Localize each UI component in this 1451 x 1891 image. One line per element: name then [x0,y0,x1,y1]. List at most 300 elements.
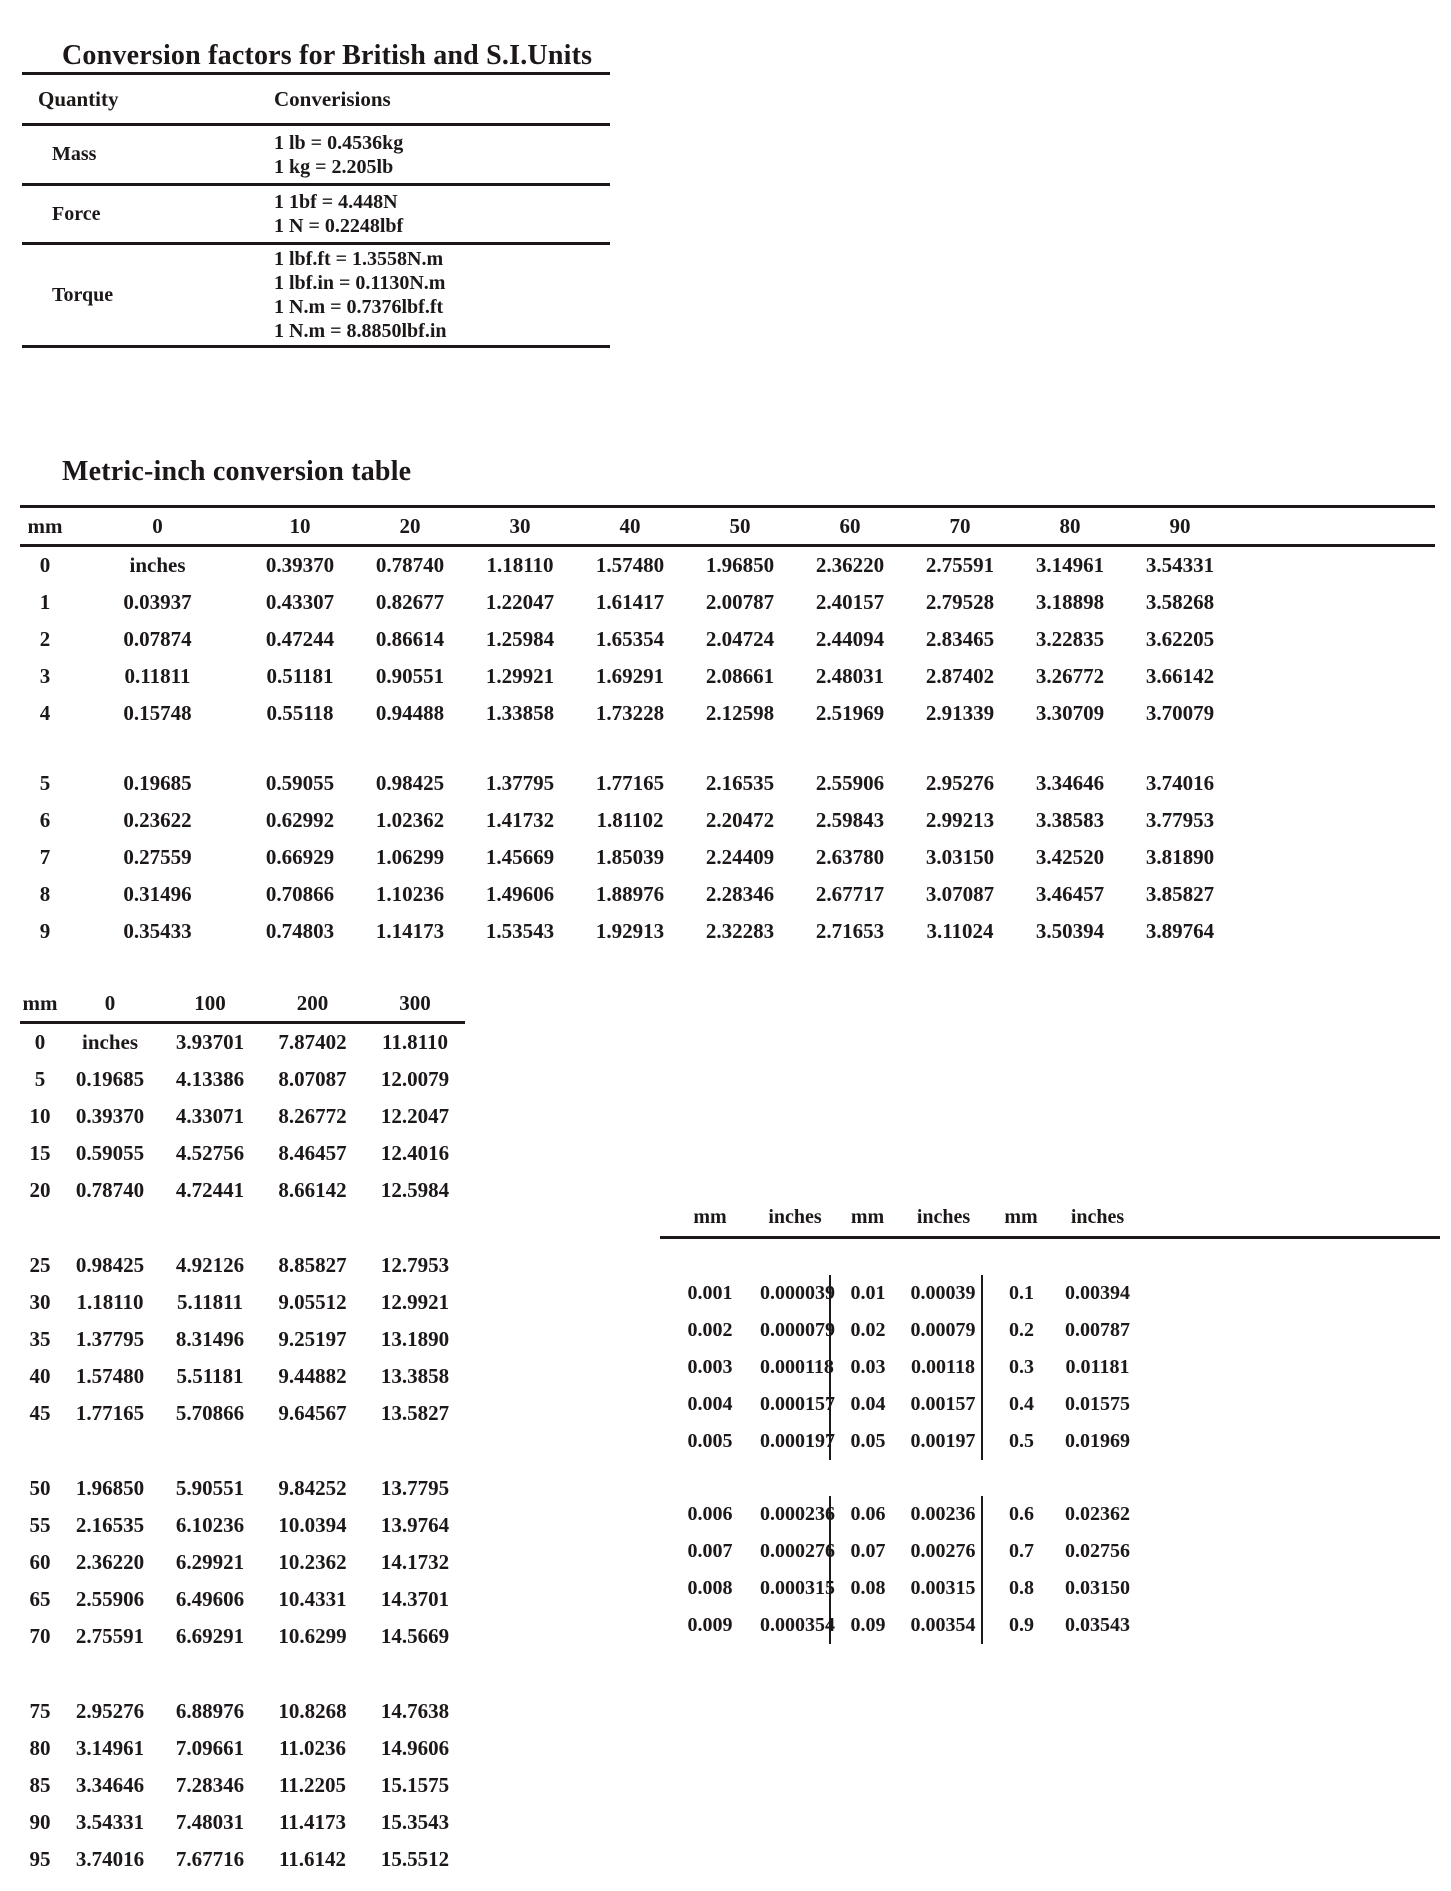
spacer-cell [20,732,1435,765]
value-cell: 12.2047 [380,1104,450,1128]
value-cell: 3.38583 [1035,808,1105,832]
row-label-cell: 25 [29,1253,51,1277]
value-cell: 1.02362 [375,808,445,832]
value-cell: 0.4 [982,1386,1060,1423]
conv-header-row [22,74,610,125]
value-cell: 2.95276 [75,1699,145,1723]
value-cell: 0.98425 [375,771,445,795]
value-cell: 2.36220 [815,553,885,577]
group-spacer [660,1238,1440,1276]
filler-cell [1135,1275,1440,1312]
inches-header-2: inches [905,1198,982,1238]
conversion-values [262,125,610,185]
value-cell: 11.4173 [278,1810,347,1834]
filler-cell [1135,1386,1440,1423]
value-cell: 0.03543 [1065,1614,1130,1636]
spacer-cell [660,1238,1440,1276]
value-cell: 0.59055 [265,771,335,795]
main-table-header-row [20,507,1435,546]
value-cell: 9.44882 [278,1364,347,1388]
filler-cell [1135,1533,1440,1570]
conversion-line: 1 N = 0.2248lbf [274,215,404,237]
spacer-cell [20,1432,465,1470]
table-row [20,1544,465,1581]
value-cell: 0.000197 [760,1430,835,1452]
metric-inch-title: Metric-inch conversion table [62,456,412,487]
row-label-cell: 4 [39,701,51,725]
value-cell: 3.46457 [1035,882,1105,906]
table-row [20,621,1435,658]
col-header-0: 0 [70,507,245,546]
value-cell: 9.25197 [278,1327,347,1351]
value-cell: 14.1732 [380,1550,450,1574]
value-cell: 2.79528 [925,590,995,614]
value-cell: 0.35433 [123,919,192,943]
value-cell: 10.6299 [278,1624,347,1648]
value-cell: 0.1 [982,1275,1060,1312]
value-cell: 12.9921 [380,1290,450,1314]
table-row [20,1581,465,1618]
value-cell: 15.3543 [380,1810,450,1834]
row-label-cell: 90 [29,1810,51,1834]
row-label-cell: 0.001 [687,1282,733,1304]
value-cell: 3.62205 [1145,627,1215,651]
value-cell: 1.25984 [485,627,555,651]
value-cell: 3.11024 [926,919,994,943]
value-cell: 0.62992 [265,808,335,832]
table-row [660,1533,1440,1570]
value-cell: 2.28346 [705,882,775,906]
col-header-30: 30 [465,507,575,546]
row-label-cell: 0.007 [687,1540,733,1562]
row-label-cell: 15 [29,1141,51,1165]
value-cell: 2.00787 [705,590,775,614]
value-cell: 2.40157 [815,590,885,614]
value-cell: 8.66142 [278,1178,347,1202]
table-row [20,1172,465,1209]
value-cell: 2.51969 [815,701,885,725]
value-cell: 0.00354 [910,1614,976,1636]
value-cell: 1.29921 [485,664,555,688]
value-cell: 3.18898 [1035,590,1105,614]
table-row [20,1507,465,1544]
col-header-60: 60 [795,507,905,546]
quantity-label: Force [22,185,262,244]
value-cell: 1.57480 [75,1364,145,1388]
row-label-cell: 0.005 [687,1430,733,1452]
conversions-column-header: Converisions [262,74,610,125]
value-cell: 2.36220 [75,1550,145,1574]
value-cell: 13.5827 [380,1401,450,1425]
table-row [660,1423,1440,1460]
filler-header [1135,1198,1440,1238]
value-cell: 13.9764 [380,1513,450,1537]
value-cell: 2.08661 [705,664,775,688]
value-cell: 3.03150 [925,845,995,869]
filler-cell [1135,1607,1440,1644]
value-cell: 0.00197 [910,1430,976,1452]
row-label-cell: 60 [29,1550,51,1574]
value-cell: 0.8 [982,1570,1060,1607]
conversion-line: 1 lbf.ft = 1.3558N.m [274,248,444,270]
value-cell: 1.96850 [705,553,775,577]
table-row [20,839,1435,876]
value-cell: 13.1890 [380,1327,450,1351]
col-header-50: 50 [685,507,795,546]
metric-inch-hundreds-table [20,985,465,1878]
col-header-40: 40 [575,507,685,546]
value-cell: 15.1575 [380,1773,450,1797]
value-cell: 0.74803 [265,919,335,943]
value-cell: 12.0079 [380,1067,450,1091]
value-cell: 2.55906 [815,771,885,795]
value-cell: 1.41732 [485,808,555,832]
conversion-values [262,244,610,347]
conversion-line: 1 N.m = 0.7376lbf.ft [274,296,444,318]
table-row [660,1386,1440,1423]
value-cell: 6.10236 [175,1513,245,1537]
value-cell: 2.32283 [705,919,775,943]
value-cell: 3.74016 [1145,771,1215,795]
conversion-values [262,185,610,244]
value-cell: 8.07087 [278,1067,347,1091]
row-label-cell: 80 [29,1736,51,1760]
value-cell: 3.42520 [1035,845,1105,869]
value-cell: 0.01969 [1065,1430,1130,1452]
value-cell: 14.7638 [380,1699,450,1723]
value-cell: 2.71653 [815,919,885,943]
value-cell: 0.00039 [910,1282,976,1304]
value-cell: 1.65354 [595,627,665,651]
value-cell: 2.99213 [925,808,995,832]
row-label-cell: 5 [39,771,51,795]
value-cell: 3.70079 [1145,701,1215,725]
value-cell: 3.26772 [1035,664,1105,688]
row-label-cell: 6 [39,808,51,832]
value-cell: 1.77165 [75,1401,145,1425]
table-row [660,1570,1440,1607]
row-label-cell: 45 [29,1401,51,1425]
filler-cell [1235,658,1435,695]
table-row [660,1607,1440,1644]
value-cell: 1.10236 [375,882,445,906]
col-header-90: 90 [1125,507,1235,546]
value-cell: 1.45669 [485,845,555,869]
value-cell: 1.85039 [595,845,665,869]
value-cell: 0.6 [982,1496,1060,1533]
value-cell: 0.39370 [265,553,335,577]
value-cell: 2.95276 [925,771,995,795]
value-cell: 2.04724 [705,627,775,651]
value-cell: 0.00079 [910,1319,976,1341]
table-row [660,1275,1440,1312]
table-row [20,546,1435,585]
value-cell: 14.5669 [380,1624,450,1648]
table-row [20,695,1435,732]
value-cell: 2.24409 [705,845,775,869]
row-label-cell: 2 [39,627,51,651]
value-cell: 4.52756 [175,1141,245,1165]
filler-cell [1135,1349,1440,1386]
row-label-cell: 30 [29,1290,51,1314]
value-cell: 7.28346 [175,1773,245,1797]
conversion-line: 1 kg = 2.205lb [274,155,394,178]
value-cell: 0.7 [982,1533,1060,1570]
value-cell: 0.02362 [1065,1503,1130,1525]
value-cell: 1.49606 [485,882,555,906]
table-row [20,765,1435,802]
value-cell: 1.37795 [75,1327,145,1351]
filler-cell [1235,765,1435,802]
value-cell: 12.7953 [380,1253,450,1277]
value-cell: 2.12598 [705,701,775,725]
row-label-cell: 40 [29,1364,51,1388]
value-cell: 14.3701 [380,1587,450,1611]
col-header-100: 100 [160,985,260,1023]
value-cell: 1.06299 [375,845,445,869]
value-cell: 0.78740 [75,1178,145,1202]
row-label-cell: 0.004 [687,1393,733,1415]
filler-cell [1235,913,1435,950]
value-cell: inches [81,1030,138,1054]
value-cell: 1.18110 [486,553,554,577]
quantity-label: Torque [22,244,262,347]
filler-cell [1235,876,1435,913]
value-cell: 5.11811 [177,1290,243,1314]
value-cell: 0.000157 [760,1393,835,1415]
row-label-cell: 0.002 [687,1319,733,1341]
quantity-column-header: Quantity [22,74,262,125]
decimal-conversion-table [660,1198,1440,1644]
table-row [20,584,1435,621]
value-cell: 0.01181 [1065,1356,1130,1378]
value-cell: 1.57480 [595,553,665,577]
value-cell: 2.63780 [815,845,885,869]
value-cell: 11.0236 [278,1736,347,1760]
value-cell: 2.75591 [925,553,995,577]
value-cell: 0.08 [830,1570,905,1607]
row-label-cell: 50 [29,1476,51,1500]
row-label-cell: 85 [29,1773,51,1797]
table-row [20,1061,465,1098]
table-row [20,1395,465,1432]
filler-cell [1235,584,1435,621]
value-cell: 3.54331 [1145,553,1215,577]
value-cell: 0.59055 [75,1141,145,1165]
row-label-cell: 75 [29,1699,51,1723]
table-row [20,1767,465,1804]
col-header-200: 200 [260,985,365,1023]
value-cell: 3.54331 [75,1810,145,1834]
value-cell: inches [129,553,186,577]
value-cell: 0.000276 [760,1540,835,1562]
value-cell: 0.000079 [760,1319,835,1341]
value-cell: 12.5984 [380,1178,450,1202]
value-cell: 0.000236 [760,1503,835,1525]
value-cell: 0.19685 [75,1067,145,1091]
row-label-cell: 0.009 [687,1614,733,1636]
value-cell: 0.00394 [1065,1282,1130,1304]
value-cell: 9.05512 [278,1290,347,1314]
table-row [20,1098,465,1135]
value-cell: 5.90551 [175,1476,245,1500]
table-row [20,1321,465,1358]
value-cell: 3.14961 [75,1736,145,1760]
value-cell: 1.69291 [595,664,665,688]
value-cell: 2.75591 [75,1624,145,1648]
mm-header-3: mm [982,1198,1060,1238]
value-cell: 3.66142 [1145,664,1215,688]
mm-header-2: mm [830,1198,905,1238]
conversion-factors-table [22,72,610,348]
row-label-cell: 55 [29,1513,51,1537]
value-cell: 3.34646 [1035,771,1105,795]
value-cell: 4.33071 [175,1104,245,1128]
value-cell: 0.000315 [760,1577,835,1599]
row-label-cell: 70 [29,1624,51,1648]
value-cell: 0.19685 [123,771,192,795]
value-cell: 0.00787 [1065,1319,1130,1341]
value-cell: 8.26772 [278,1104,347,1128]
group-spacer [660,1460,1440,1496]
torque-row [22,244,610,347]
mm-header: mm [20,507,70,546]
value-cell: 0.03150 [1065,1577,1130,1599]
row-label-cell: 20 [29,1178,51,1202]
value-cell: 0.15748 [123,701,192,725]
value-cell: 0.07 [830,1533,905,1570]
value-cell: 0.00157 [910,1393,976,1415]
value-cell: 1.73228 [595,701,665,725]
conversion-factors-title: Conversion factors for British and S.I.Units [62,40,593,71]
value-cell: 0.06 [830,1496,905,1533]
row-label-cell: 65 [29,1587,51,1611]
value-cell: 0.82677 [375,590,445,614]
table-row [20,1470,465,1507]
value-cell: 1.22047 [485,590,555,614]
value-cell: 0.000039 [760,1282,835,1304]
value-cell: 0.23622 [123,808,192,832]
value-cell: 1.53543 [485,919,555,943]
value-cell: 2.91339 [925,701,995,725]
value-cell: 3.93701 [175,1030,245,1054]
table-row [660,1496,1440,1533]
value-cell: 0.70866 [265,882,335,906]
row-label-cell: 3 [39,664,51,688]
value-cell: 2.16535 [705,771,775,795]
value-cell: 8.85827 [278,1253,347,1277]
value-cell: 0.04 [830,1386,905,1423]
conversion-line: 1 lb = 0.4536kg [274,131,404,154]
value-cell: 9.64567 [278,1401,347,1425]
value-cell: 11.6142 [278,1847,347,1871]
value-cell: 2.44094 [815,627,885,651]
value-cell: 0.27559 [123,845,192,869]
value-cell: 0.94488 [375,701,445,725]
table-row [20,1618,465,1655]
value-cell: 9.84252 [278,1476,347,1500]
spacer-cell [20,1209,465,1247]
value-cell: 2.83465 [925,627,995,651]
value-cell: 8.31496 [175,1327,245,1351]
value-cell: 3.89764 [1145,919,1215,943]
value-cell: 7.09661 [175,1736,245,1760]
filler-cell [1135,1423,1440,1460]
value-cell: 3.77953 [1145,808,1215,832]
value-cell: 2.67717 [815,882,885,906]
value-cell: 2.87402 [925,664,995,688]
filler-cell [1135,1496,1440,1533]
inches-header-3: inches [1060,1198,1135,1238]
value-cell: 0.05 [830,1423,905,1460]
value-cell: 0.00236 [910,1503,976,1525]
value-cell: 13.7795 [380,1476,450,1500]
value-cell: 2.16535 [75,1513,145,1537]
value-cell: 0.2 [982,1312,1060,1349]
conversion-line: 1 1bf = 4.448N [274,191,398,213]
spacer-cell [20,1655,465,1693]
value-cell: 10.0394 [278,1513,347,1537]
value-cell: 4.72441 [175,1178,245,1202]
value-cell: 5.51181 [176,1364,244,1388]
value-cell: 0.9 [982,1607,1060,1644]
value-cell: 1.37795 [485,771,555,795]
value-cell: 0.55118 [266,701,334,725]
group-spacer [20,1432,465,1470]
value-cell: 11.2205 [278,1773,347,1797]
mm-header-1: mm [660,1198,760,1238]
value-cell: 10.2362 [278,1550,347,1574]
value-cell: 1.33858 [485,701,555,725]
value-cell: 0.01575 [1065,1393,1130,1415]
row-label-cell: 9 [39,919,51,943]
value-cell: 0.02756 [1065,1540,1130,1562]
value-cell: 3.22835 [1035,627,1105,651]
table-row [20,802,1435,839]
value-cell: 7.87402 [278,1030,347,1054]
table-row [20,1730,465,1767]
table-row [20,1284,465,1321]
filler-cell [1235,546,1435,585]
row-label-cell: 0 [34,1030,46,1054]
value-cell: 10.8268 [278,1699,347,1723]
value-cell: 3.85827 [1145,882,1215,906]
table-row [20,913,1435,950]
col-header-0: 0 [60,985,160,1023]
value-cell: 3.30709 [1035,701,1105,725]
value-cell: 4.92126 [175,1253,245,1277]
inches-header-1: inches [760,1198,830,1238]
value-cell: 5.70866 [175,1401,245,1425]
table-row [20,876,1435,913]
row-label-cell: 95 [29,1847,51,1871]
value-cell: 11.8110 [382,1030,448,1054]
value-cell: 1.61417 [595,590,665,614]
value-cell: 10.4331 [278,1587,347,1611]
value-cell: 0.86614 [375,627,445,651]
value-cell: 3.50394 [1035,919,1105,943]
value-cell: 3.58268 [1145,590,1215,614]
row-label-cell: 0.006 [687,1503,733,1525]
value-cell: 3.81890 [1145,845,1215,869]
metric-inch-main-table [20,505,1435,950]
value-cell: 0.00118 [911,1356,975,1378]
value-cell: 0.01 [830,1275,905,1312]
value-cell: 0.3 [982,1349,1060,1386]
row-label-cell: 1 [39,590,51,614]
value-cell: 0.98425 [75,1253,145,1277]
value-cell: 2.20472 [705,808,775,832]
